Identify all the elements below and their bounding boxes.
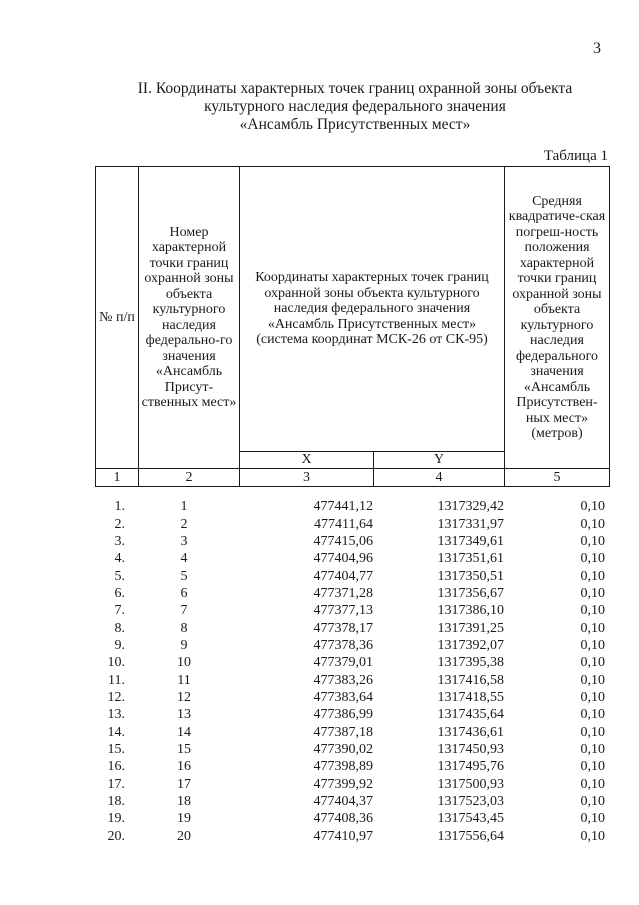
table-row [95, 619, 609, 636]
coord-x: 477377,13 [313, 603, 373, 619]
coordinates-table-body [95, 498, 609, 845]
coord-y: 1317416,58 [437, 672, 504, 688]
table-row [95, 671, 609, 688]
column-number-3: 3 [240, 469, 374, 487]
coord-x: 477378,36 [313, 637, 373, 653]
mean-error: 0,10 [580, 620, 605, 636]
row-number: 19. [107, 811, 125, 827]
coord-x: 477371,28 [313, 585, 373, 601]
mean-error: 0,10 [580, 533, 605, 549]
point-number: 1 [180, 499, 188, 515]
mean-error: 0,10 [580, 759, 605, 775]
point-number: 16 [177, 759, 191, 775]
coord-y: 1317386,10 [437, 603, 504, 619]
mean-error: 0,10 [580, 707, 605, 723]
point-number: 13 [177, 707, 191, 723]
coord-x: 477379,01 [313, 655, 373, 671]
coord-y: 1317356,67 [437, 585, 504, 601]
mean-error: 0,10 [580, 499, 605, 515]
row-number: 7. [114, 603, 125, 619]
page-number: 3 [593, 40, 601, 57]
point-number: 9 [180, 637, 188, 653]
mean-error: 0,10 [580, 516, 605, 532]
column-number-5: 5 [505, 469, 610, 487]
table-row [95, 758, 609, 775]
mean-error: 0,10 [580, 689, 605, 705]
row-number: 10. [107, 655, 125, 671]
heading-line-2: культурного наследия федерального значения [204, 98, 506, 115]
point-number: 14 [177, 724, 191, 740]
point-number: 11 [177, 672, 191, 688]
row-number: 12. [107, 689, 125, 705]
coord-y: 1317523,03 [437, 794, 504, 810]
row-number: 6. [114, 585, 125, 601]
mean-error: 0,10 [580, 672, 605, 688]
table-row [95, 550, 609, 567]
coord-y: 1317395,38 [437, 655, 504, 671]
mean-error: 0,10 [580, 828, 605, 844]
coord-x: 477398,89 [313, 759, 373, 775]
coord-y: 1317436,61 [437, 724, 504, 740]
point-number: 20 [177, 828, 191, 844]
point-number: 18 [177, 794, 191, 810]
mean-error: 0,10 [580, 603, 605, 619]
point-number: 6 [180, 585, 188, 601]
coord-x: 477378,17 [313, 620, 373, 636]
table-header [95, 166, 610, 487]
point-number: 12 [177, 689, 191, 705]
coord-x: 477399,92 [313, 776, 373, 792]
header-y: Y [374, 452, 505, 469]
table-row [95, 723, 609, 740]
table-row [95, 793, 609, 810]
coordinates-table [95, 498, 609, 845]
coord-y: 1317351,61 [437, 551, 504, 567]
heading-line-3: «Ансамбль Присутственных мест» [239, 116, 471, 133]
coord-x: 477404,37 [313, 794, 373, 810]
table-row [95, 602, 609, 619]
coord-y: 1317418,55 [437, 689, 504, 705]
coord-y: 1317556,64 [437, 828, 504, 844]
table-row [95, 585, 609, 602]
mean-error: 0,10 [580, 724, 605, 740]
row-number: 14. [107, 724, 125, 740]
mean-error: 0,10 [580, 811, 605, 827]
table-row [95, 776, 609, 793]
coord-x: 477383,26 [313, 672, 373, 688]
column-number-1: 1 [96, 469, 139, 487]
header-num: № п/п [96, 167, 139, 469]
table-row [95, 567, 609, 584]
table-row [95, 828, 609, 845]
mean-error: 0,10 [580, 551, 605, 567]
point-number: 10 [177, 655, 191, 671]
table-row [95, 706, 609, 723]
row-number: 9. [114, 637, 125, 653]
column-number-4: 4 [374, 469, 505, 487]
table-row [95, 741, 609, 758]
coord-x: 477404,96 [313, 551, 373, 567]
coord-y: 1317350,51 [437, 568, 504, 584]
coord-y: 1317435,64 [437, 707, 504, 723]
coord-x: 477390,02 [313, 741, 373, 757]
column-number-2: 2 [139, 469, 240, 487]
row-number: 11. [108, 672, 125, 688]
row-number: 3. [114, 533, 125, 549]
coord-x: 477408,36 [313, 811, 373, 827]
row-number: 13. [107, 707, 125, 723]
coord-y: 1317331,97 [437, 516, 504, 532]
row-number: 15. [107, 741, 125, 757]
row-number: 4. [114, 551, 125, 567]
table-row [95, 810, 609, 827]
point-number: 8 [180, 620, 188, 636]
header-point: Номер характерной точки границ охранной зоны объекта культурного наследия федерально-го значения «Ансамбль Присут-ственных мест» [139, 167, 240, 469]
header-error: Средняя квадратиче-ская погреш-ность положения характерной точки границ охранной зоны объекта культурного наследия федерального значения «Ансамбль Присутствен-ных мест» (метров) [505, 167, 610, 469]
row-number: 2. [114, 516, 125, 532]
mean-error: 0,10 [580, 585, 605, 601]
mean-error: 0,10 [580, 741, 605, 757]
coord-x: 477383,64 [313, 689, 373, 705]
point-number: 19 [177, 811, 191, 827]
row-number: 18. [107, 794, 125, 810]
mean-error: 0,10 [580, 655, 605, 671]
coord-y: 1317495,76 [437, 759, 504, 775]
row-number: 5. [114, 568, 125, 584]
document-heading [0, 80, 639, 134]
coord-x: 477415,06 [313, 533, 373, 549]
row-number: 1. [114, 499, 125, 515]
point-number: 17 [177, 776, 191, 792]
coord-y: 1317392,07 [437, 637, 504, 653]
point-number: 15 [177, 741, 191, 757]
coord-y: 1317329,42 [437, 499, 504, 515]
table-row [95, 637, 609, 654]
row-number: 20. [107, 828, 125, 844]
header-coordinates: Координаты характерных точек границ охранной зоны объекта культурного наследия федерального значения «Ансамбль Присутственных мест» (система координат МСК-26 от СК-95) [240, 167, 505, 452]
row-number: 8. [114, 620, 125, 636]
table-row [95, 654, 609, 671]
row-number: 17. [107, 776, 125, 792]
point-number: 3 [180, 533, 188, 549]
coord-x: 477404,77 [313, 568, 373, 584]
mean-error: 0,10 [580, 568, 605, 584]
mean-error: 0,10 [580, 637, 605, 653]
table-label: Таблица 1 [543, 148, 608, 164]
table-row [95, 533, 609, 550]
coord-x: 477441,12 [313, 499, 373, 515]
coord-x: 477410,97 [313, 828, 373, 844]
coord-y: 1317349,61 [437, 533, 504, 549]
table-row [95, 689, 609, 706]
coord-y: 1317450,93 [437, 741, 504, 757]
coord-y: 1317391,25 [437, 620, 504, 636]
column-numbers-row [96, 469, 610, 487]
row-number: 16. [107, 759, 125, 775]
header-x: X [240, 452, 374, 469]
coord-y: 1317500,93 [437, 776, 504, 792]
table-row [95, 498, 609, 515]
coord-y: 1317543,45 [437, 811, 504, 827]
table-row [95, 515, 609, 532]
point-number: 4 [180, 551, 188, 567]
coord-x: 477387,18 [313, 724, 373, 740]
mean-error: 0,10 [580, 776, 605, 792]
mean-error: 0,10 [580, 794, 605, 810]
point-number: 2 [180, 516, 188, 532]
point-number: 5 [180, 568, 188, 584]
point-number: 7 [180, 603, 188, 619]
coord-x: 477411,64 [314, 516, 373, 532]
heading-line-1: II. Координаты характерных точек границ охранной зоны объекта [137, 80, 573, 97]
coord-x: 477386,99 [313, 707, 373, 723]
